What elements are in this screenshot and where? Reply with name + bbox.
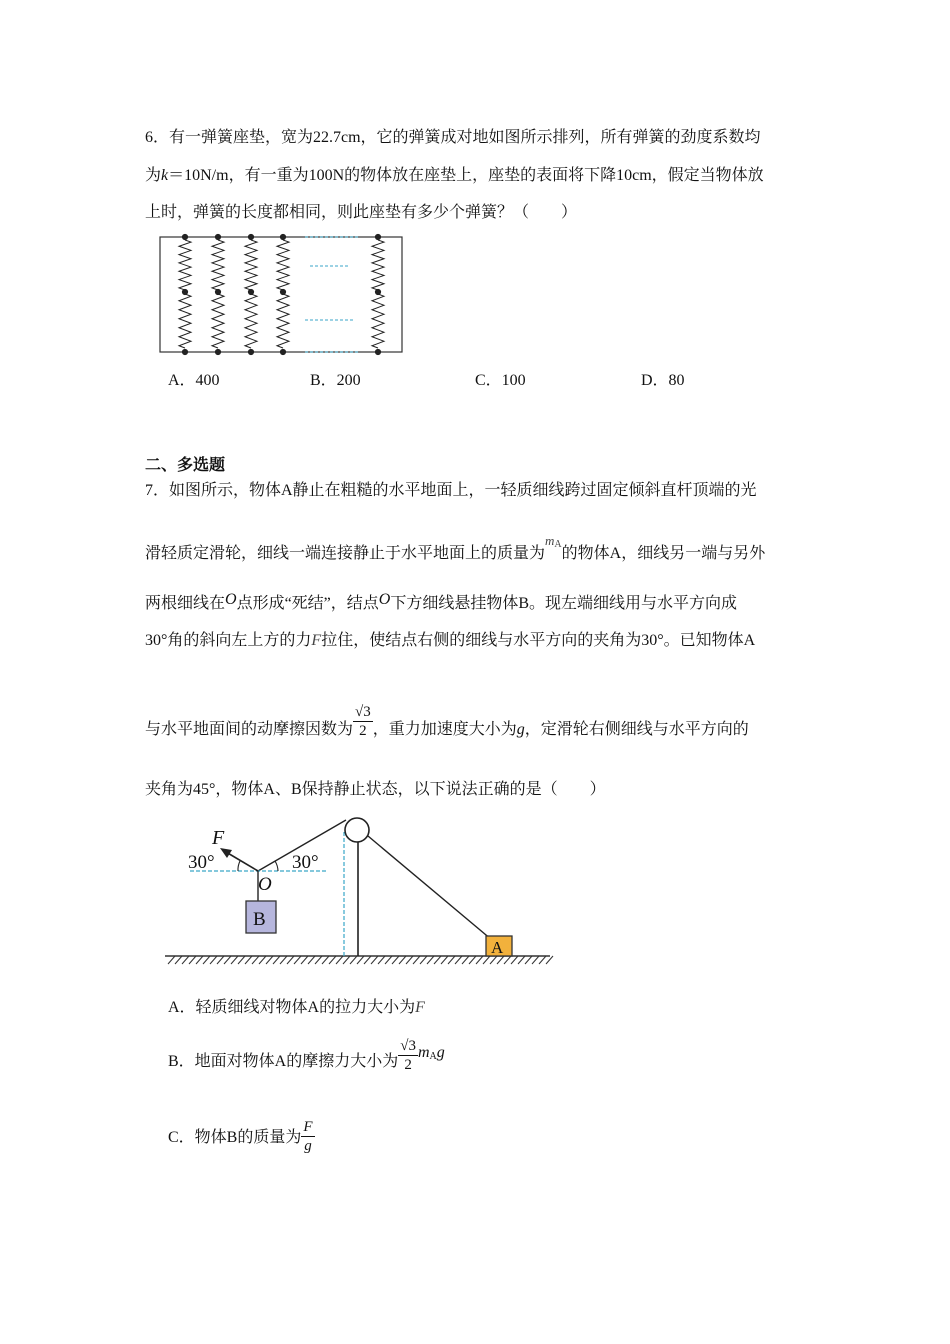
spring-joint xyxy=(248,234,253,239)
ground-hatch xyxy=(343,956,350,964)
q7-line-5-mid: ，重力加速度大小为 xyxy=(372,721,517,739)
force-arrow xyxy=(226,852,258,871)
angle-arc-left xyxy=(238,861,240,871)
force-label: F xyxy=(212,827,225,849)
spring-columns xyxy=(179,234,384,354)
pulley xyxy=(345,818,369,842)
ground-hatch xyxy=(329,956,336,964)
ground-hatch xyxy=(301,956,308,964)
q6-option-b[interactable]: B．200 xyxy=(310,372,361,389)
ground-hatch xyxy=(350,956,357,964)
angle-right-label: 30° xyxy=(292,852,319,873)
spring xyxy=(212,294,224,348)
q7-option-a[interactable] xyxy=(168,998,425,1018)
spring-joint xyxy=(248,289,253,294)
q7-line-4-post: 拉住，使结点右侧的细线与水平方向的夹角为30°。已知物体A xyxy=(321,632,756,649)
q7-line-2-pre: 滑轻质定滑轮，细线一端连接静止于水平地面上的质量为 xyxy=(145,545,546,562)
q6-option-d[interactable]: D．80 xyxy=(641,372,685,389)
ground-hatch xyxy=(455,956,462,964)
spring xyxy=(372,294,384,348)
spring-pair xyxy=(372,234,384,354)
q6-option-c[interactable]: C．100 xyxy=(475,372,526,389)
block-b-label: B xyxy=(253,909,266,930)
rope-right xyxy=(368,836,492,940)
ground-hatch xyxy=(399,956,406,964)
q7-line-2 xyxy=(145,533,766,568)
spring xyxy=(277,240,289,290)
spring-joint xyxy=(215,349,220,354)
spring-pair xyxy=(212,234,224,354)
ground-hatch xyxy=(168,956,175,964)
ground-hatch xyxy=(385,956,392,964)
ground-hatch xyxy=(182,956,189,964)
force-symbol: F xyxy=(311,632,322,649)
ground-hatch xyxy=(392,956,399,964)
ground-hatch xyxy=(259,956,266,964)
ground-hatch xyxy=(273,956,280,964)
mass-symbol: m xyxy=(545,533,555,548)
ground-hatch xyxy=(322,956,329,964)
spring-joint xyxy=(375,234,380,239)
q7-option-b-mass: m xyxy=(417,1044,430,1061)
q7-line-5 xyxy=(145,704,749,748)
ground-hatch xyxy=(427,956,434,964)
q6-line-3: 上时，弹簧的长度都相同，则此座垫有多少个弹簧？（ ） xyxy=(145,204,578,221)
q7-line-1: 7．如图所示，物体A静止在粗糙的水平地面上，一轻质细线跨过固定倾斜直杆顶端的光 xyxy=(145,482,757,499)
ground-hatch xyxy=(476,956,483,964)
q7-line-3-mid: 点形成“死结”，结点 xyxy=(236,595,379,612)
gravity-symbol: g xyxy=(516,721,525,739)
spring-constant-symbol: k xyxy=(161,167,169,184)
spring xyxy=(245,294,257,348)
q7-option-b-mass-sub: A xyxy=(429,1051,437,1062)
ground-hatch xyxy=(245,956,252,964)
ground-hatch xyxy=(196,956,203,964)
point-o-label: O xyxy=(258,874,272,895)
ground-hatch xyxy=(434,956,441,964)
spring xyxy=(372,240,384,290)
spring-joint xyxy=(280,349,285,354)
ground-hatch xyxy=(294,956,301,964)
ground-hatch xyxy=(525,956,532,964)
ground-hatch xyxy=(203,956,210,964)
fraction-numerator: F xyxy=(303,1118,313,1135)
fraction-denominator: g xyxy=(304,1137,312,1154)
ground-hatch xyxy=(287,956,294,964)
spring-joint xyxy=(248,349,253,354)
ground-hatch xyxy=(364,956,371,964)
spring xyxy=(212,240,224,290)
spring-joint xyxy=(182,349,187,354)
q7-option-b-g: g xyxy=(436,1044,445,1061)
ground-hatch xyxy=(315,956,322,964)
mass-subscript: A xyxy=(554,539,562,550)
q6-option-a[interactable]: A．400 xyxy=(168,372,220,389)
q7-line-4 xyxy=(145,631,755,651)
spring xyxy=(277,294,289,348)
point-o-symbol-2: O xyxy=(378,591,391,608)
q7-option-a-symbol: F xyxy=(415,999,425,1016)
q7-line-2-post: 的物体A，细线另一端与另外 xyxy=(561,545,766,562)
fraction-numerator: √3 xyxy=(400,1037,416,1054)
spring-joint xyxy=(215,234,220,239)
q7-line-5-post: ，定滑轮右侧细线与水平方向的 xyxy=(524,721,749,739)
ground-hatch xyxy=(413,956,420,964)
q6-line-1: 6．有一弹簧座垫，宽为22.7cm，它的弹簧成对地如图所示排列，所有弹簧的劲度系数均 xyxy=(145,129,761,146)
ground-hatch xyxy=(238,956,245,964)
spring-cushion-figure xyxy=(155,232,410,357)
q7-line-3 xyxy=(145,591,738,614)
ground-hatch xyxy=(266,956,273,964)
ground-hatch xyxy=(378,956,385,964)
ground-hatch xyxy=(497,956,504,964)
q7-option-c-text: C．物体B的质量为 xyxy=(168,1129,302,1146)
block-a-label: A xyxy=(491,938,504,957)
ground-hatch xyxy=(308,956,315,964)
q6-line-2-post: ＝10N/m，有一重为100N的物体放在座垫上，座垫的表面将下降10cm，假定当物体放 xyxy=(168,167,764,184)
ground-hatch xyxy=(462,956,469,964)
angle-left-label: 30° xyxy=(188,852,215,873)
fraction-denominator: 2 xyxy=(404,1056,412,1073)
ground-hatch xyxy=(441,956,448,964)
spring xyxy=(179,240,191,290)
q7-line-5-pre: 与水平地面间的动摩擦因数为 xyxy=(145,721,354,739)
fraction-numerator: √3 xyxy=(355,704,371,720)
spring-joint xyxy=(182,234,187,239)
q7-line-3-pre: 两根细线在 xyxy=(145,595,226,612)
spring-joint xyxy=(375,349,380,354)
spring-joint xyxy=(375,289,380,294)
point-o-symbol: O xyxy=(225,591,237,608)
spring xyxy=(245,240,257,290)
spring-joint xyxy=(215,289,220,294)
q7-option-b-fraction xyxy=(398,1037,418,1074)
fraction-denominator: 2 xyxy=(359,723,367,739)
spring-pair xyxy=(179,234,191,354)
ground-hatch xyxy=(231,956,238,964)
ground-hatch xyxy=(357,956,364,964)
q7-option-c-fraction xyxy=(301,1118,314,1155)
ground-hatch xyxy=(371,956,378,964)
ground-hatch xyxy=(252,956,259,964)
spring-pair xyxy=(245,234,257,354)
ground-hatch xyxy=(420,956,427,964)
ground-hatch xyxy=(189,956,196,964)
q7-line-3-post: 下方细线悬挂物体B。现左端细线用与水平方向成 xyxy=(390,595,738,612)
ground-hatch xyxy=(448,956,455,964)
pulley-figure xyxy=(160,812,560,972)
ground-hatch xyxy=(469,956,476,964)
q7-line-6: 夹角为45°，物体A、B保持静止状态，以下说法正确的是（ ） xyxy=(145,781,606,798)
ground-hatch xyxy=(483,956,490,964)
ground-hatch xyxy=(224,956,231,964)
q7-option-b-text: B．地面对物体A的摩擦力大小为 xyxy=(168,1053,399,1070)
q7-option-c[interactable] xyxy=(168,1118,315,1158)
ground-hatch xyxy=(504,956,511,964)
ground xyxy=(165,956,553,964)
ground-hatch xyxy=(217,956,224,964)
ground-hatch xyxy=(406,956,413,964)
spring-pair xyxy=(277,234,289,354)
q6-line-2 xyxy=(145,166,764,186)
friction-coefficient-fraction xyxy=(353,703,373,740)
ground-hatch xyxy=(532,956,539,964)
ground-hatch xyxy=(518,956,525,964)
ground-hatch xyxy=(336,956,343,964)
ground-hatch xyxy=(539,956,546,964)
q7-option-b[interactable] xyxy=(168,1037,445,1082)
spring-joint xyxy=(182,289,187,294)
q7-line-4-pre: 30°角的斜向左上方的力 xyxy=(145,632,312,649)
q7-option-a-text: A．轻质细线对物体A的拉力大小为 xyxy=(168,999,416,1016)
spring-joint xyxy=(280,289,285,294)
ground-hatch xyxy=(490,956,497,964)
ground-hatch xyxy=(546,956,553,964)
ground-hatch xyxy=(511,956,518,964)
section-title: 二、多选题 xyxy=(145,457,226,474)
spring-joint xyxy=(280,234,285,239)
spring xyxy=(179,294,191,348)
ground-hatch xyxy=(210,956,217,964)
ground-hatch xyxy=(175,956,182,964)
q6-line-2-pre: 为 xyxy=(145,167,162,184)
force-arrow-head xyxy=(220,848,232,858)
ground-hatch xyxy=(280,956,287,964)
angle-arc-right xyxy=(275,861,278,871)
